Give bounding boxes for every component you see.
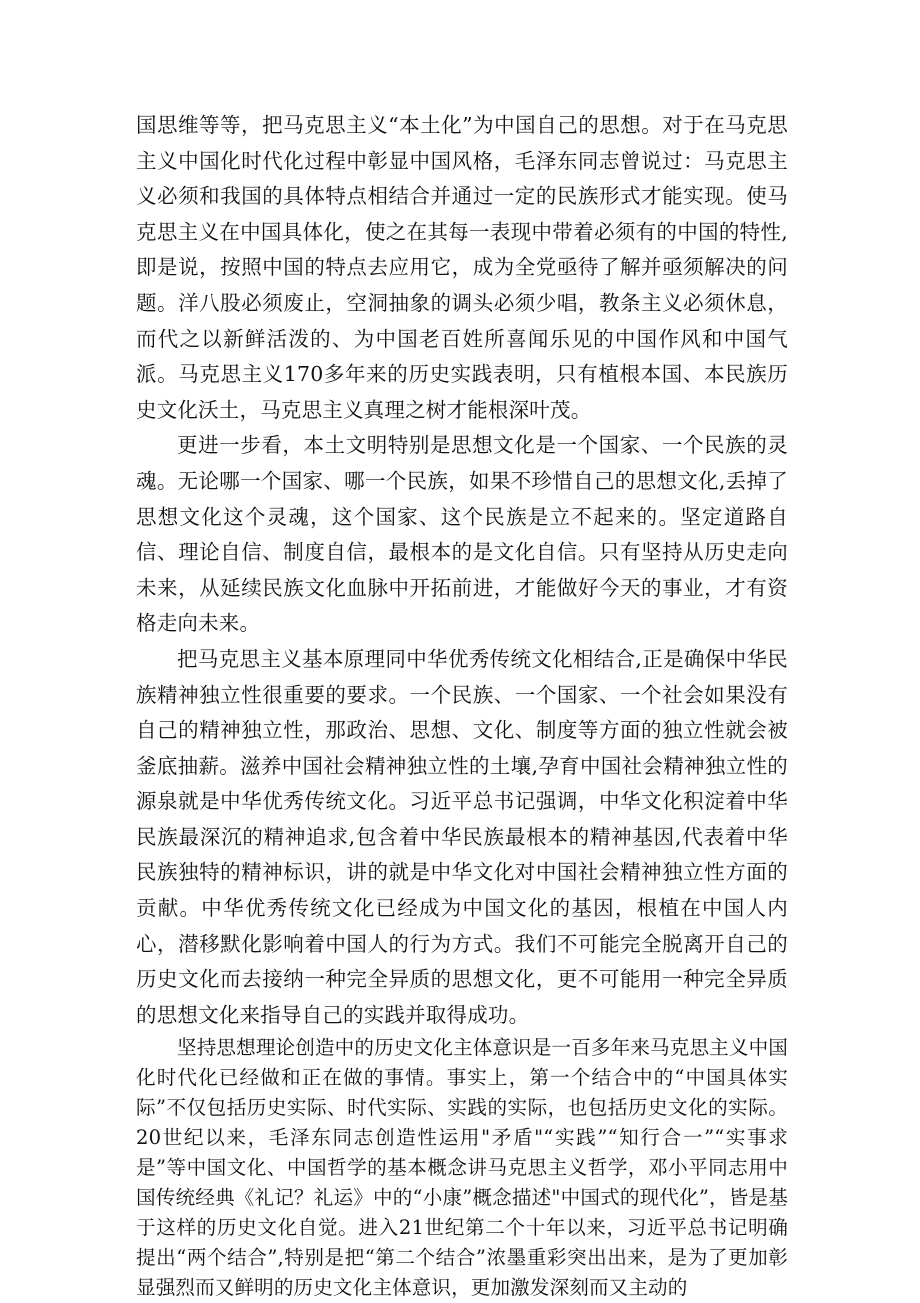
paragraph-2: 更进一步看，本土文明特别是思想文化是一个国家、一个民族的灵魂。无论哪一个国家、哪一个民族，如果不珍惜自己的思想文化,丢掉了思想文化这个灵魂，这个国家、这个民族是立不起来的。坚定道路自信、理论自信、制度自信，最根本的是文化自信。只有坚持从历史走向未来，从延续民族文化血脉中开拓前进，才能做好今天的事业，才有资格走向未来。 bbox=[136, 433, 788, 636]
paragraph-3: 把马克思主义基本原理同中华优秀传统文化相结合,正是确保中华民族精神独立性很重要的要求。一个民族、一个国家、一个社会如果没有自己的精神独立性，那政治、思想、文化、制度等方面的独立性就会被釜底抽薪。滋养中国社会精神独立性的土壤,孕育中国社会精神独立性的源泉就是中华优秀传统文化。习近平总书记强调，中华文化积淀着中华民族最深沉的精神追求,包含着中华民族最根本的精神基因,代表着中华民族独特的精神标识，讲的就是中华文化对中国社会精神独立性方面的贡献。中华优秀传统文化已经成为中国文化的基因，根植在中国人内心，潜移默化影响着中国人的行为方式。我们不可能完全脱离开自己的历史文化而去接纳一种完全异质的思想文化，更不可能用一种完全异质的思想文化来指导自己的实践并取得成功。 bbox=[136, 646, 788, 1027]
document-body bbox=[136, 108, 788, 1303]
paragraph-4: 坚持思想理论创造中的历史文化主体意识是一百多年来马克思主义中国化时代化已经做和正在做的事情。事实上，第一个结合中的“中国具体实际”不仅包括历史实际、时代实际、实践的实际，也包括历史文化的实际。20世纪以来，毛泽东同志创造性运用"矛盾"“实践”“知行合一”“实事求是”等中国文化、中国哲学的基本概念讲马克思主义哲学，邓小平同志用中国传统经典《礼记？礼运》中的“小康”概念描述"中国式的现代化”，皆是基于这样的历史文化自觉。进入21世纪第二个十年以来，习近平总书记明确提出“两个结合”,特别是把“第二个结合”浓墨重彩突出出来，是为了更加彰显强烈而又鲜明的历史文化主体意识，更加激发深刻而又主动的 bbox=[136, 1036, 788, 1300]
paragraph-1: 国思维等等，把马克思主义“本土化”为中国自己的思想。对于在马克思主义中国化时代化过程中彰显中国风格，毛泽东同志曾说过：马克思主义必须和我国的具体特点相结合并通过一定的民族形式才能实现。使马克思主义在中国具体化，使之在其每一表现中带着必须有的中国的特性,即是说，按照中国的特点去应用它，成为全党亟待了解并亟须解决的问题。洋八股必须废止，空洞抽象的调头必须少唱，教条主义必须休息，而代之以新鲜活泼的、为中国老百姓所喜闻乐见的中国作风和中国气派。马克思主义170多年来的历史实践表明，只有植根本国、本民族历史文化沃土，马克思主义真理之树才能根深叶茂。 bbox=[136, 113, 788, 422]
